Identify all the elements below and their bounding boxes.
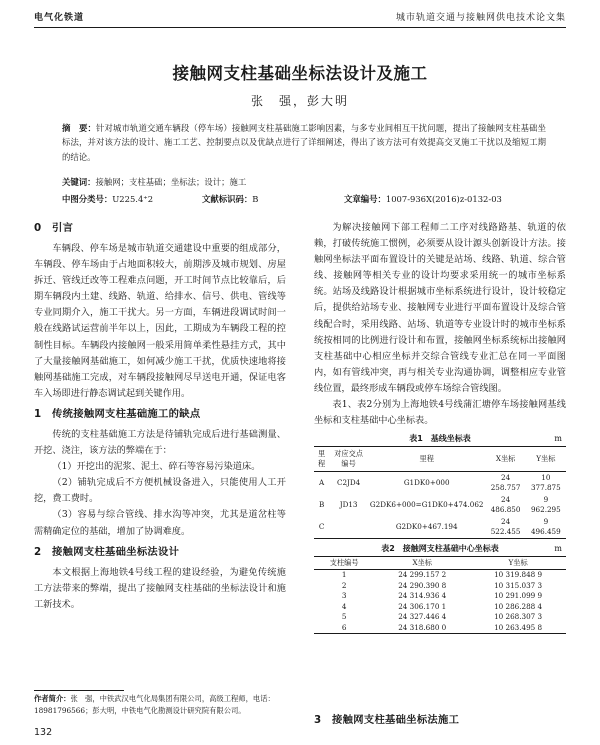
table-cell: JD13 [339, 500, 358, 510]
abstract-label: 摘 要： [62, 123, 96, 133]
table-row [314, 591, 566, 602]
table-cell: 24 290.390 8 [398, 580, 447, 590]
table-cell: 24 327.446 4 [398, 612, 447, 622]
table-header-cell: X坐标 [485, 447, 525, 472]
article-number-label: 文章编号： [344, 194, 386, 204]
section-1-item: （3）容易与综合管线、排水沟等冲突，尤其是道岔柱等需精确定位的基础，增加了协调难度。 [34, 509, 286, 537]
table-header-cell: Y坐标 [470, 557, 566, 570]
table-2-title: 表2 接触网支柱基础中心坐标表 [381, 544, 499, 554]
table-cell: 10 319.848 9 [494, 570, 543, 580]
journal-name-left: 电气化铁道 [34, 13, 85, 23]
table-cell: G1DK0+000 [403, 478, 450, 488]
table-cell: 10 268.307 3 [494, 612, 543, 622]
table-1 [314, 446, 566, 539]
table-cell: 24 314.936 4 [398, 591, 447, 601]
intro-paragraph: 车辆段、停车场是城市轨道交通建设中重要的组成部分，车辆段、停车场由于占地面积较大，前期涉及城市规划、房屋拆迁、管线迁改等工程难点问题，开工时间节点比较靠后，后期车辆段内土建、线路、轨道、给排水、信号、供电、管线等专业同期介入，施工干扰大。另一方面，车辆进段调试时间一般在线路试运营前半年以上，因此，工期成为车辆段工程的控制性目标。车辆段内接触网一般采用简单柔性悬挂方式，其中了大量接触网基础施工，如何减少施工干扰，优质快速地将接触网基础施工完成，对车辆段接触网尽早送电开通，保证电客车入场即进行静态调试起到关键作用。 [34, 243, 286, 399]
section-1-item: （2）铺轨完成后不方便机械设备进入，只能使用人工开挖，费工费时。 [34, 477, 286, 505]
table-header-cell: 支柱编号 [314, 557, 374, 570]
table-cell: 24 306.170 1 [398, 601, 447, 611]
table-cell: G2DK6+000=G1DK0+474.062 [369, 500, 484, 510]
table-1-title: 表1 基线坐标表 [409, 434, 471, 444]
keywords-label: 关键词： [62, 177, 96, 187]
table-cell: 10 263.495 8 [494, 622, 543, 632]
footnote-label: 作者简介： [34, 694, 71, 703]
table-cell: 24 318.680 0 [398, 622, 447, 632]
footnote-rule [34, 690, 124, 691]
article-number-value: 1007-936X(2016)z-0132-03 [385, 194, 502, 204]
article-authors: 张 强，彭大明 [250, 94, 349, 108]
classification-row [62, 193, 546, 207]
section-2-paragraph: 本文根据上海地铁4号线工程的建设经验，为避免传统施工方法带来的弊端，提出了接触网支柱基础的坐标法设计和施工新技术。 [34, 566, 286, 610]
table-cell: 2 [341, 580, 347, 590]
abstract-text: 针对城市轨道交通车辆段（停车场）接触网支柱基础施工影响因素，与多专业间相互干扰问题，提出了接触网支柱基础坐标法，并对该方法的设计、施工工艺、控制要点以及优缺点进行了详细阐述，得出了该方法可有效提高交叉施工干扰以及缩短工期的结论。 [62, 123, 547, 162]
table-cell: G2DK0+467.194 [395, 522, 458, 532]
article-title: 接触网支柱基础坐标法设计及施工 [172, 64, 428, 83]
section-1-heading: 1 传统接触网支柱基础施工的缺点 [34, 407, 201, 420]
author-footnote [34, 693, 286, 716]
table-cell [329, 516, 368, 539]
table-row [314, 612, 566, 623]
table-cell: 6 [341, 622, 347, 632]
table-cell: 9 496.459 [530, 517, 561, 537]
table-header-cell: 对应交点编号 [329, 447, 368, 472]
table-row [314, 602, 566, 613]
section-1-item: （1）开挖出的泥浆、泥土、碎石等容易污染道床。 [52, 461, 261, 473]
table-row [314, 516, 566, 539]
abstract [62, 121, 546, 164]
keywords-text: 接触网；支柱基础；坐标法；设计；施工 [95, 177, 247, 187]
table-cell: 24 486.850 [490, 495, 521, 515]
table-cell: 9 962.295 [530, 495, 561, 515]
table-cell: 3 [341, 591, 347, 601]
section-1-paragraph: 传统的支柱基础施工方法是待铺轨完成后进行基础测量、开挖、浇注，该方法的弊端在于： [34, 428, 286, 457]
table-cell: 5 [341, 612, 347, 622]
table-cell: A [319, 478, 325, 488]
doc-code-label: 文献标识码： [202, 194, 253, 204]
table-header-cell: 里程 [314, 447, 329, 472]
table-1-caption [314, 432, 566, 446]
doc-code-value: B [252, 194, 259, 204]
running-head [34, 10, 566, 26]
table-header-cell: X坐标 [374, 557, 470, 570]
table-2 [314, 556, 566, 634]
header-rule [34, 27, 566, 28]
table-cell: B [319, 500, 325, 510]
table-cell: 10 291.099 9 [494, 591, 543, 601]
journal-name-right: 城市轨道交通与接触网供电技术论文集 [395, 13, 566, 23]
table-cell: 1 [341, 570, 347, 580]
section-2-heading: 2 接触网支柱基础坐标法设计 [34, 545, 180, 558]
table-cell: C [318, 522, 325, 532]
footnote-text: 张 强，中铁武汉电气化局集团有限公司，高级工程师，电话：18981796566；彭大明，中铁电气化勘测设计研究院有限公司。 [34, 694, 275, 715]
clc-label: 中图分类号： [62, 194, 113, 204]
section-0-heading: 0 引言 [34, 222, 74, 234]
table-row [314, 623, 566, 634]
table-row [314, 494, 566, 516]
table-row [314, 580, 566, 591]
table-cell: 24 258.757 [490, 473, 521, 493]
table-cell: 24 522.455 [490, 517, 521, 537]
table-cell: 24 299.157 2 [398, 570, 447, 580]
table-1-unit: m [554, 434, 562, 444]
right-column [314, 220, 566, 634]
table-2-unit: m [554, 544, 562, 554]
left-column [34, 220, 286, 613]
page-number: 132 [34, 727, 53, 738]
table-row [314, 570, 566, 581]
table-2-caption [314, 542, 566, 556]
table-header-cell: 里程 [368, 447, 486, 472]
right-paragraph-2: 表1、表2分别为上海地铁4号线蒲汇塘停车场接触网基线坐标和支柱基础中心坐标表。 [314, 399, 566, 427]
clc-value: U225.4⁺2 [112, 194, 154, 204]
section-3-heading: 3 接触网支柱基础坐标法施工 [314, 714, 460, 726]
keywords [62, 176, 546, 188]
table-cell: 10 286.288 4 [494, 601, 543, 611]
table-cell: C2JD4 [336, 478, 361, 488]
table-cell: 10 315.037 3 [494, 580, 543, 590]
table-cell: 10 377.875 [530, 473, 561, 493]
table-row [314, 472, 566, 495]
table-header-cell: Y坐标 [526, 447, 566, 472]
right-paragraph-1: 为解决接触网下部工程师二工序对线路路基、轨道的依赖，打破传统施工惯例，必须要从设计源头创新设计方法。接触网坐标法平面布置设计的关键是站场、线路、轨道、综合管线、接触网等相关专业的设计均要求采用统一的城市坐标系统。站场及线路设计根据城市坐标系统进行设计，设计较稳定后，提供给站场专业、接触网专业进行平面布置设计及综合管线配合时，采用线路、站场、轨道等专业设计时的城市坐标系统按相同的比例进行设计和布置，接触网坐标系统标出接触网支柱基础中心相应坐标并交综合管线专业汇总在同一平面图内，如有管线冲突，再与相关专业沟通协调，调整相应专业管线位置，最终形成车辆段或停车场综合管线图。 [314, 222, 566, 394]
table-header-row [314, 447, 566, 472]
table-header-row [314, 557, 566, 570]
table-cell: 4 [341, 601, 347, 611]
